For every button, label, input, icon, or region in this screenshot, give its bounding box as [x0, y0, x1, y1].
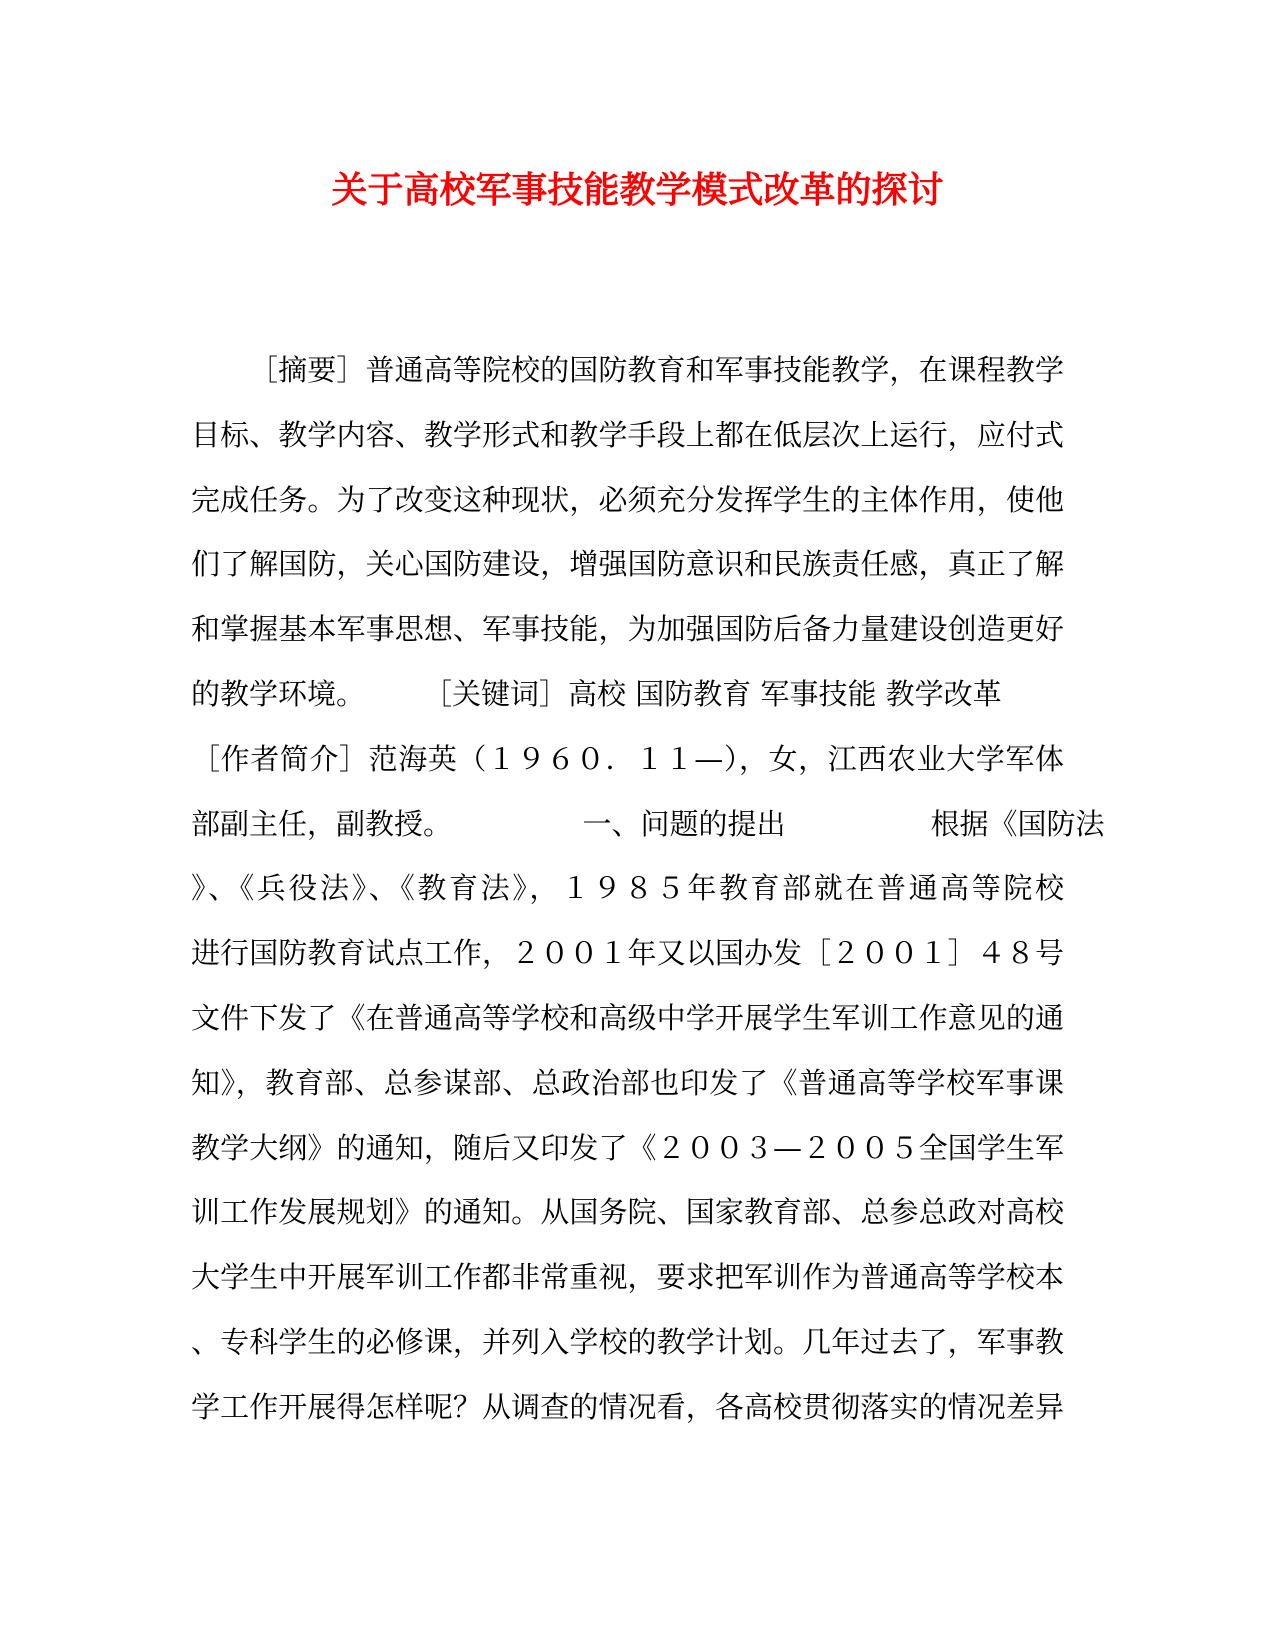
- body-line: 目标、教学内容、教学形式和教学手段上都在低层次上运行，应付式: [191, 417, 1064, 452]
- body-line: ［摘要］普通高等院校的国防教育和军事技能教学，在课程教学: [249, 353, 1064, 387]
- body-line: 训工作发展规划》的通知。从国务院、国家教育部、总参总政对高校: [191, 1195, 1064, 1230]
- body-line: 进行国防教育试点工作，２００１年又以国办发［２００１］４８号: [191, 936, 1064, 971]
- body-line: 学工作开展得怎样呢？从调查的情况看，各高校贯彻落实的情况差异: [191, 1389, 1064, 1424]
- body-line: 教学大纲》的通知，随后又印发了《２００３—２００５全国学生军: [191, 1130, 1064, 1165]
- body-line: 和掌握基本军事思想、军事技能，为加强国防后备力量建设创造更好: [191, 612, 1064, 647]
- body-line: 知》，教育部、总参谋部、总政治部也印发了《普通高等学校军事课: [191, 1065, 1064, 1100]
- body-line: 文件下发了《在普通高等学校和高级中学开展学生军训工作意见的通: [191, 1000, 1064, 1035]
- body-line: 》、《兵役法》、《教育法》，１９８５年教育部就在普通高等院校: [191, 871, 1064, 906]
- document-body: [191, 338, 1105, 1440]
- body-line: 大学生中开展军训工作都非常重视，要求把军训作为普通高等学校本: [191, 1260, 1064, 1295]
- body-line: 部副主任，副教授。 一、问题的提出 根据《国防法: [191, 806, 1105, 841]
- body-line: ［作者简介］范海英（１９６０．１１—），女，江西农业大学军体: [191, 741, 1064, 776]
- body-line: 的教学环境。 ［关键词］高校 国防教育 军事技能 教学改革: [191, 676, 1002, 711]
- body-line: 、专科学生的必修课，并列入学校的教学计划。几年过去了，军事教: [191, 1324, 1064, 1359]
- document-title: 关于高校军事技能教学模式改革的探讨: [331, 169, 944, 211]
- body-line: 们了解国防，关心国防建设，增强国防意识和民族责任感，真正了解: [191, 547, 1064, 582]
- body-line: 完成任务。为了改变这种现状，必须充分发挥学生的主体作用，使他: [191, 482, 1064, 517]
